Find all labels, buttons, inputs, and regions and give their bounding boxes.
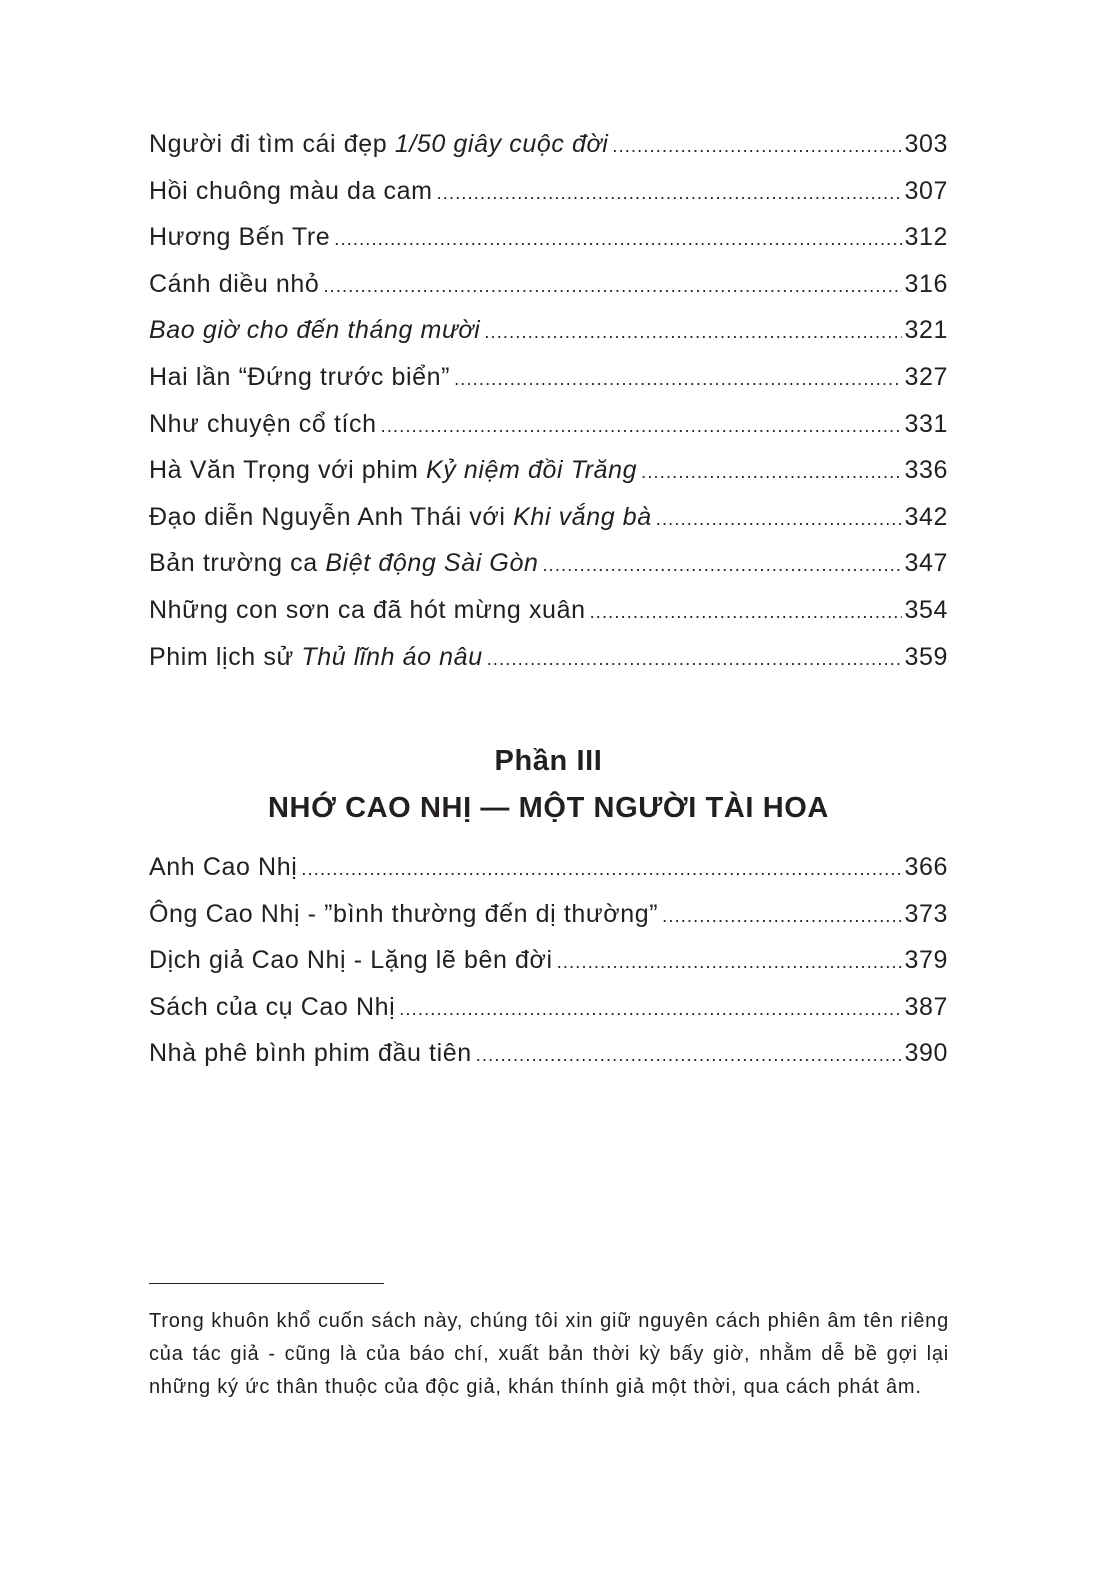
toc-list-part-three: [149, 844, 948, 1077]
toc-entry-title-text: Anh Cao Nhị: [149, 853, 298, 881]
toc-entry-title-text: Người đi tìm cái đẹp: [149, 130, 395, 158]
toc-entry-title-italic: Kỷ niệm đồi Trăng: [425, 456, 638, 485]
toc-dot-leader: [612, 123, 902, 170]
toc-dot-leader: [641, 449, 902, 496]
toc-entry-page-number: 331: [904, 409, 948, 438]
toc-entry-title-italic: Bao giờ cho đến tháng mười: [149, 316, 481, 345]
toc-entry-page-number: 379: [904, 946, 948, 975]
toc-entry: [149, 214, 948, 261]
toc-entry-title: [149, 587, 586, 634]
toc-dot-leader: [590, 589, 903, 636]
toc-entry-title: [149, 937, 553, 984]
toc-entry-page-number: 387: [904, 992, 948, 1021]
toc-entry-page-number: 342: [904, 502, 948, 531]
toc-entry: [149, 401, 948, 448]
toc-dot-leader: [334, 216, 902, 263]
toc-dot-leader: [476, 1032, 903, 1079]
toc-dot-leader: [662, 893, 902, 940]
toc-entry-page-number: 354: [904, 595, 948, 624]
toc-entry-title-text: Hồi chuông màu da cam: [149, 176, 433, 205]
toc-entry-title: [149, 168, 433, 215]
toc-entry-title-text: Cánh diều nhỏ: [149, 269, 320, 298]
toc-entry: [149, 634, 948, 681]
toc-entry: [149, 307, 948, 354]
toc-entry: [149, 587, 948, 634]
toc-entry-title-italic: 1/50 giây cuộc đời: [394, 130, 609, 158]
toc-entry: [149, 354, 948, 401]
toc-entry-page-number: 327: [904, 362, 948, 391]
toc-entry: [149, 844, 948, 891]
toc-entry-title-text: Phim lịch sử: [149, 642, 302, 671]
toc-entry-title-text: Hai lần “Đứng trước biển”: [149, 362, 451, 391]
toc-entry-title-text: Hà Văn Trọng với phim: [149, 456, 426, 485]
toc-entry: [149, 984, 948, 1031]
toc-entry: [149, 168, 948, 215]
toc-entry: [149, 540, 948, 587]
part-title: NHỚ CAO NHỊ — MỘT NGƯỜI TÀI HOA: [268, 792, 829, 824]
toc-list-part-two: [149, 121, 948, 680]
toc-entry-page-number: 303: [904, 130, 948, 158]
footnote-text: Trong khuôn khổ cuốn sách này, chúng tôi xin giữ nguyên cách phiên âm tên riêng của tác giả - cũng là của báo chí, xuất bản thời kỳ bấy giờ, nhằm dễ bề gợi lại những ký ức thân thuộc của độc giả, khán thính giả một thời, qua cách phát âm.: [149, 1310, 949, 1398]
toc-entry-page-number: 307: [904, 176, 948, 205]
toc-entry-title-text: Hương Bến Tre: [149, 223, 331, 252]
toc-entry-page-number: 321: [904, 316, 948, 345]
toc-dot-leader: [484, 309, 902, 356]
toc-entry-page-number: 316: [904, 269, 948, 298]
toc-entry: [149, 891, 948, 938]
toc-entry-title: [149, 1030, 472, 1077]
toc-entry-title: [149, 494, 652, 541]
toc-entry-title: [149, 634, 483, 681]
toc-dot-leader: [454, 356, 902, 403]
toc-entry-page-number: 347: [904, 549, 948, 578]
toc-entry-title: [149, 307, 480, 354]
toc-entry-title: [149, 261, 319, 308]
toc-entry-page-number: 359: [904, 642, 948, 671]
toc-entry-page-number: 336: [904, 456, 948, 485]
toc-dot-leader: [381, 403, 903, 450]
toc-entry-page-number: 373: [904, 899, 948, 928]
toc-dot-leader: [656, 496, 903, 543]
footnote-divider: [149, 1283, 384, 1284]
toc-entry-title: [149, 447, 637, 494]
toc-dot-leader: [437, 170, 903, 217]
toc-entry-title: [149, 844, 297, 891]
toc-entry: [149, 494, 948, 541]
toc-entry-title: [149, 354, 450, 401]
toc-entry-title-italic: Khi vắng bà: [513, 502, 652, 531]
toc-entry-title-text: Nhà phê bình phim đầu tiên: [149, 1039, 472, 1068]
toc-entry-page-number: 390: [904, 1039, 948, 1068]
toc-entry-title-text: Đạo diễn Nguyễn Anh Thái với: [149, 502, 514, 531]
toc-entry: [149, 447, 948, 494]
toc-entry: [149, 1030, 948, 1077]
toc-entry-title-text: Những con sơn ca đã hót mừng xuân: [149, 595, 586, 624]
toc-entry-page-number: 366: [904, 853, 948, 881]
toc-dot-leader: [557, 939, 903, 986]
toc-dot-leader: [487, 636, 903, 683]
toc-dot-leader: [323, 263, 902, 310]
toc-entry-title-text: Như chuyện cổ tích: [149, 409, 377, 438]
toc-entry: [149, 121, 948, 168]
toc-entry-title-text: Ông Cao Nhị - ”bình thường đến dị thường”: [149, 899, 659, 928]
toc-entry-title: [149, 214, 330, 261]
toc-entry-page-number: 312: [904, 223, 948, 252]
toc-dot-leader: [399, 986, 902, 1033]
part-label: Phần III: [494, 745, 603, 777]
toc-entry: [149, 937, 948, 984]
toc-entry-title: [149, 401, 377, 448]
toc-entry: [149, 261, 948, 308]
toc-entry-title-text: Bản trường ca: [149, 549, 326, 578]
toc-entry-title: [149, 540, 538, 587]
toc-entry-title: [149, 984, 395, 1031]
toc-entry-title: [149, 121, 608, 168]
toc-entry-title-text: Sách của cụ Cao Nhị: [149, 992, 396, 1021]
toc-entry-title: [149, 891, 658, 938]
toc-entry-title-italic: Thủ lĩnh áo nâu: [301, 642, 483, 671]
toc-entry-title-text: Dịch giả Cao Nhị - Lặng lẽ bên đời: [149, 946, 553, 975]
toc-dot-leader: [542, 542, 902, 589]
toc-dot-leader: [301, 846, 902, 893]
toc-entry-title-italic: Biệt động Sài Gòn: [325, 549, 539, 578]
